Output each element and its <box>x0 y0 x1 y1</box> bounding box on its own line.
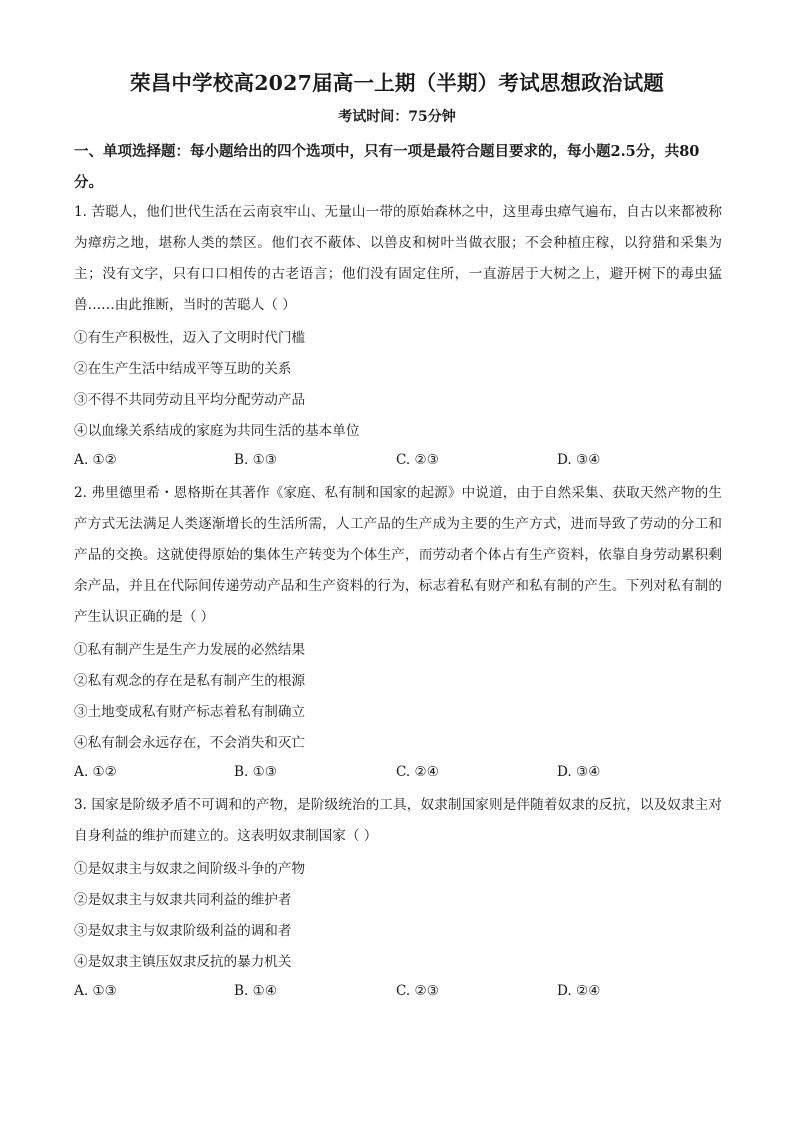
question-3-answer-c: C. ②③ <box>396 983 439 999</box>
question-1-option-1: ①有生产积极性，迈入了文明时代门槛 <box>74 330 306 346</box>
question-2-option-1: ①私有制产生是生产力发展的必然结果 <box>74 642 306 658</box>
question-1-answer-c: C. ②③ <box>396 452 439 468</box>
question-3-stem: 3. 国家是阶级矛盾不可调和的产物，是阶级统治的工具，奴隶制国家则是伴随着奴隶的反抗，以及奴隶主对自身利益的维护而建立的。这表明奴隶制国家（ ） <box>74 797 722 844</box>
question-3-answer-d: D. ②④ <box>557 983 601 999</box>
section-heading: 一、单项选择题：每小题给出的四个选项中，只有一项是最符合题目要求的，每小题2.5分，共80分。 <box>74 143 700 191</box>
question-3-answer-a: A. ①③ <box>74 983 117 999</box>
page-title: 荣昌中学校高2027届高一上期（半期）考试思想政治试题 <box>130 71 664 95</box>
question-2-answer-a: A. ①② <box>74 764 117 780</box>
question-1-answer-d: D. ③④ <box>557 452 601 468</box>
question-3-option-3: ③是奴隶主与奴隶阶级利益的调和者 <box>74 923 292 939</box>
exam-duration: 考试时间：75分钟 <box>338 109 456 125</box>
question-2-answer-c: C. ②④ <box>396 764 439 780</box>
question-3-option-2: ②是奴隶主与奴隶共同利益的维护者 <box>74 892 292 908</box>
question-2-stem: 2. 弗里德里希・恩格斯在其著作《家庭、私有制和国家的起源》中说道，由于自然采集、获取天然产物的生产方式无法满足人类逐渐增长的生活所需，人工产品的生产成为主要的生产方式，进而导致了劳动的分工和产品的交换。这就使得原始的集体生产转变为个体生产，而劳动者个体占有生产资料，依靠自身劳动累积剩余产品，并且在代际间传递劳动产品和生产资料的行为，标志着私有财产和私有制的产生。下列对私有制的产生认识正确的是（ ） <box>74 485 722 625</box>
question-2-answer-d: D. ③④ <box>557 764 601 780</box>
question-1-answer-a: A. ①② <box>74 452 117 468</box>
question-2-option-3: ③土地变成私有财产标志着私有制确立 <box>74 704 306 720</box>
question-2-answer-b: B. ①③ <box>234 764 278 780</box>
question-2-option-4: ④私有制会永远存在，不会消失和灭亡 <box>74 735 306 751</box>
question-3-option-4: ④是奴隶主镇压奴隶反抗的暴力机关 <box>74 954 292 970</box>
question-1-stem: 1. 苦聪人，他们世代生活在云南哀牢山、无量山一带的原始森林之中，这里毒虫瘴气遍布，自古以来都被称为瘴疠之地，堪称人类的禁区。他们衣不蔽体、以兽皮和树叶当做衣服；不会种植庄稼，以狩猎和采集为主；没有文字，只有口口相传的古老语言；他们没有固定住所，一直游居于大树之上，避开树下的毒虫猛兽……由此推断，当时的苦聪人（ ） <box>74 204 722 313</box>
question-1-option-3: ③不得不共同劳动且平均分配劳动产品 <box>74 392 306 408</box>
question-3-option-1: ①是奴隶主与奴隶之间阶级斗争的产物 <box>74 861 306 877</box>
question-3-answer-b: B. ①④ <box>234 983 278 999</box>
question-1-option-2: ②在生产生活中结成平等互助的关系 <box>74 361 292 377</box>
question-2-option-2: ②私有观念的存在是私有制产生的根源 <box>74 673 306 689</box>
question-1-option-4: ④以血缘关系结成的家庭为共同生活的基本单位 <box>74 423 360 439</box>
question-1-answer-b: B. ①③ <box>234 452 278 468</box>
